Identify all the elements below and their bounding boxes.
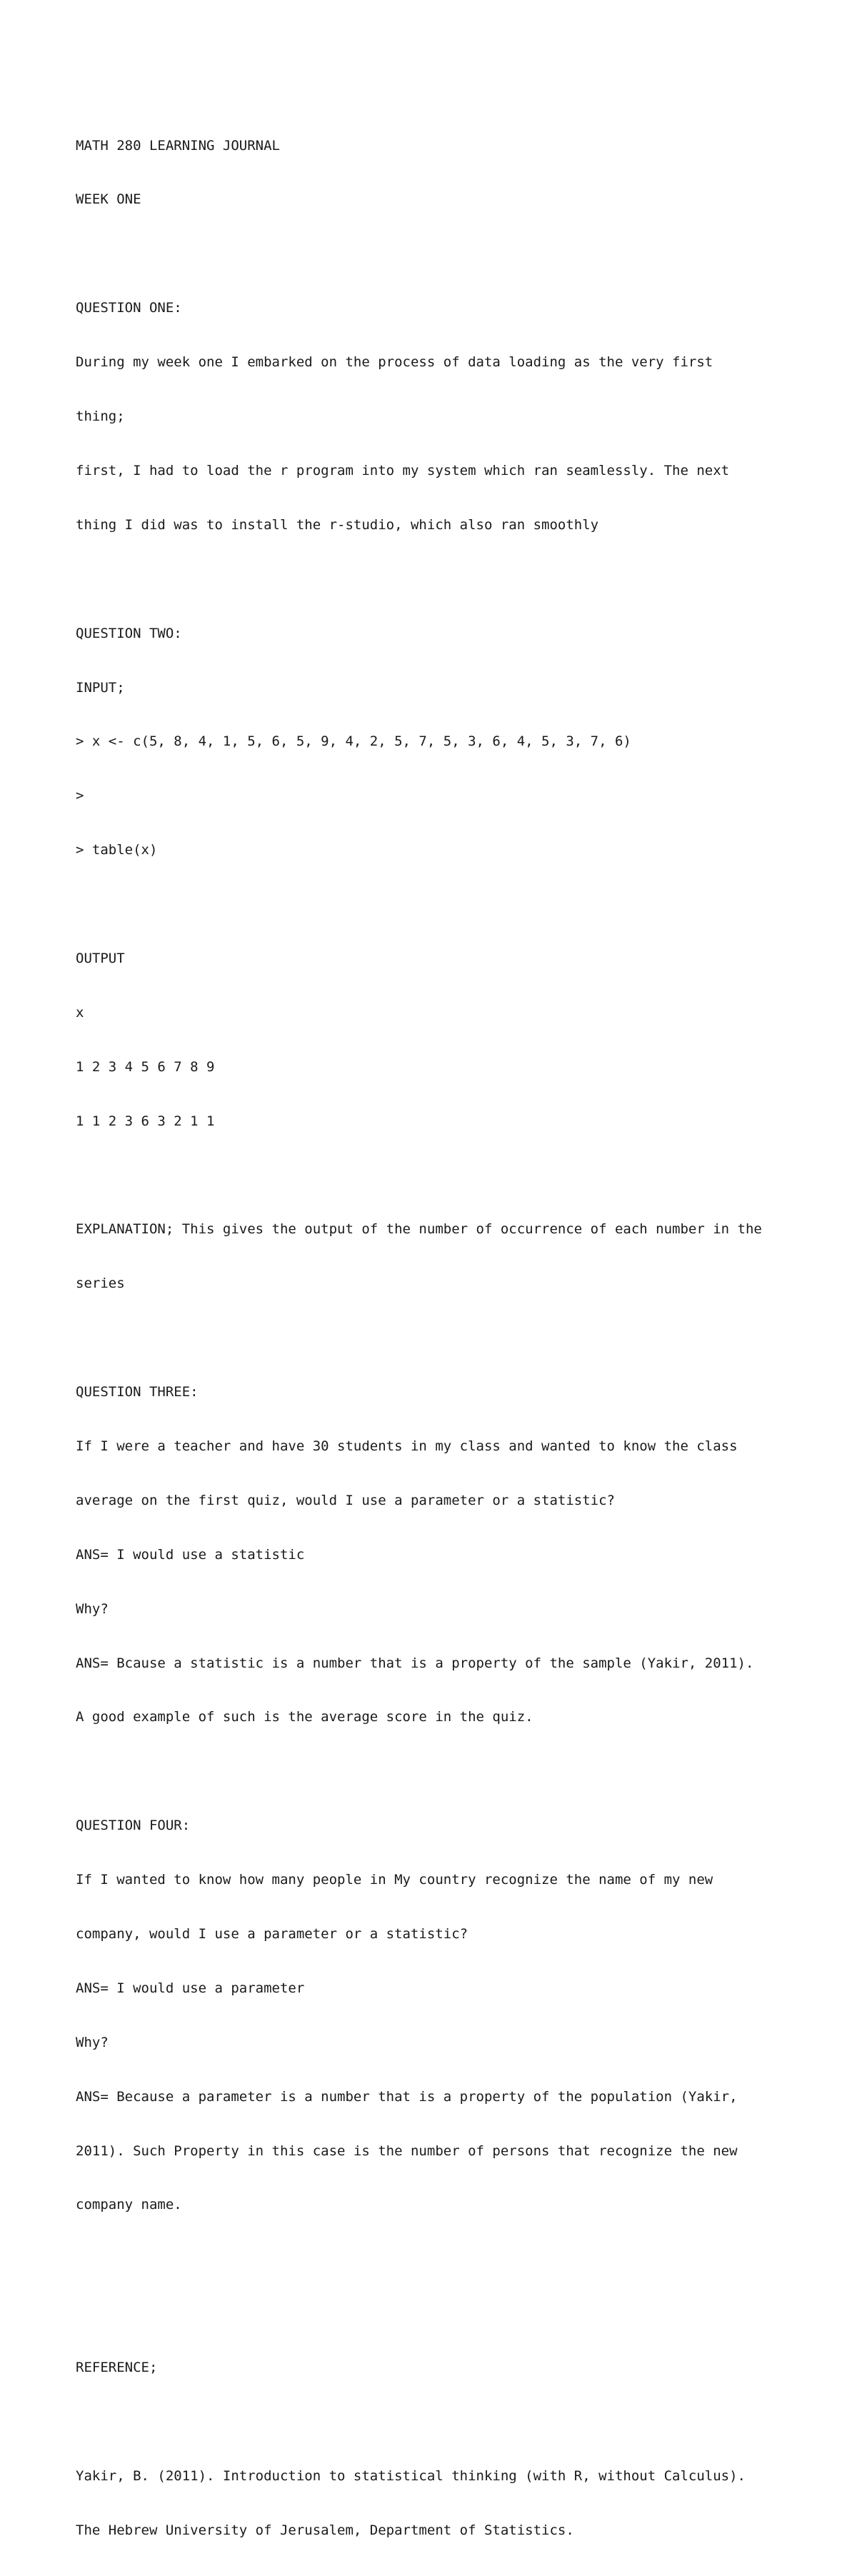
blank-line xyxy=(76,1329,790,1347)
blank-line xyxy=(76,245,790,263)
answer-line: ANS= I would use a statistic xyxy=(76,1546,305,1563)
output-line: 1 2 3 4 5 6 7 8 9 xyxy=(76,1058,215,1075)
question-four-text: If I wanted to know how many people in My country recognize the name of my new xyxy=(76,1872,713,1888)
question-one-text: thing; xyxy=(76,409,125,425)
why-line: Why? xyxy=(76,1600,109,1617)
week-heading: WEEK ONE xyxy=(76,191,141,208)
blank-line xyxy=(76,1763,790,1780)
answer-line: company name. xyxy=(76,2197,182,2213)
blank-line xyxy=(76,896,790,913)
code-line: > table(x) xyxy=(76,842,158,858)
question-three-text: average on the first quiz, would I use a parameter or a statistic? xyxy=(76,1492,615,1508)
code-line: > xyxy=(76,788,84,804)
answer-line: 2011). Such Property in this case is the number of persons that recognize the new xyxy=(76,2143,738,2159)
blank-line xyxy=(76,2250,790,2268)
reference-heading: REFERENCE; xyxy=(76,2360,158,2376)
document-body xyxy=(76,101,790,2576)
document-title: MATH 280 LEARNING JOURNAL xyxy=(76,137,280,154)
output-line: 1 1 2 3 6 3 2 1 1 xyxy=(76,1113,215,1129)
explanation-text: EXPLANATION; This gives the output of the number of occurrence of each number in the xyxy=(76,1221,762,1238)
question-one-text: thing I did was to install the r-studio, which also ran smoothly xyxy=(76,516,599,533)
answer-line: ANS= Because a parameter is a number that is a property of the population (Yakir, xyxy=(76,2088,738,2105)
question-four-text: company, would I use a parameter or a statistic? xyxy=(76,1925,468,1942)
blank-line xyxy=(76,1167,790,1185)
code-line: > x <- c(5, 8, 4, 1, 5, 6, 5, 9, 4, 2, 5, 7, 5, 3, 6, 4, 5, 3, 7, 6) xyxy=(76,733,631,750)
question-one-text: first, I had to load the r program into my system which ran seamlessly. The next xyxy=(76,462,730,478)
reference-entry: Yakir, B. (2011). Introduction to statistical thinking (with R, without Calculus). xyxy=(76,2467,746,2484)
answer-line: ANS= I would use a parameter xyxy=(76,1980,305,1996)
output-line: x xyxy=(76,1004,84,1021)
explanation-text: series xyxy=(76,1276,125,1292)
answer-line: A good example of such is the average score in the quiz. xyxy=(76,1709,533,1725)
question-four-heading: QUESTION FOUR: xyxy=(76,1818,191,1834)
answer-line: ANS= Bcause a statistic is a number that is a property of the sample (Yakir, 2011). xyxy=(76,1655,754,1671)
question-two-heading: QUESTION TWO: xyxy=(76,625,182,641)
output-label: OUTPUT xyxy=(76,950,125,966)
question-three-heading: QUESTION THREE: xyxy=(76,1384,199,1400)
blank-line xyxy=(76,2305,790,2322)
reference-entry: The Hebrew University of Jerusalem, Department of Statistics. xyxy=(76,2522,574,2538)
question-one-heading: QUESTION ONE: xyxy=(76,300,182,316)
question-one-text: During my week one I embarked on the process of data loading as the very first xyxy=(76,354,713,371)
question-three-text: If I were a teacher and have 30 students in my class and wanted to know the class xyxy=(76,1438,738,1454)
input-label: INPUT; xyxy=(76,679,125,696)
blank-line xyxy=(76,571,790,588)
blank-line xyxy=(76,2413,790,2431)
why-line: Why? xyxy=(76,2034,109,2050)
